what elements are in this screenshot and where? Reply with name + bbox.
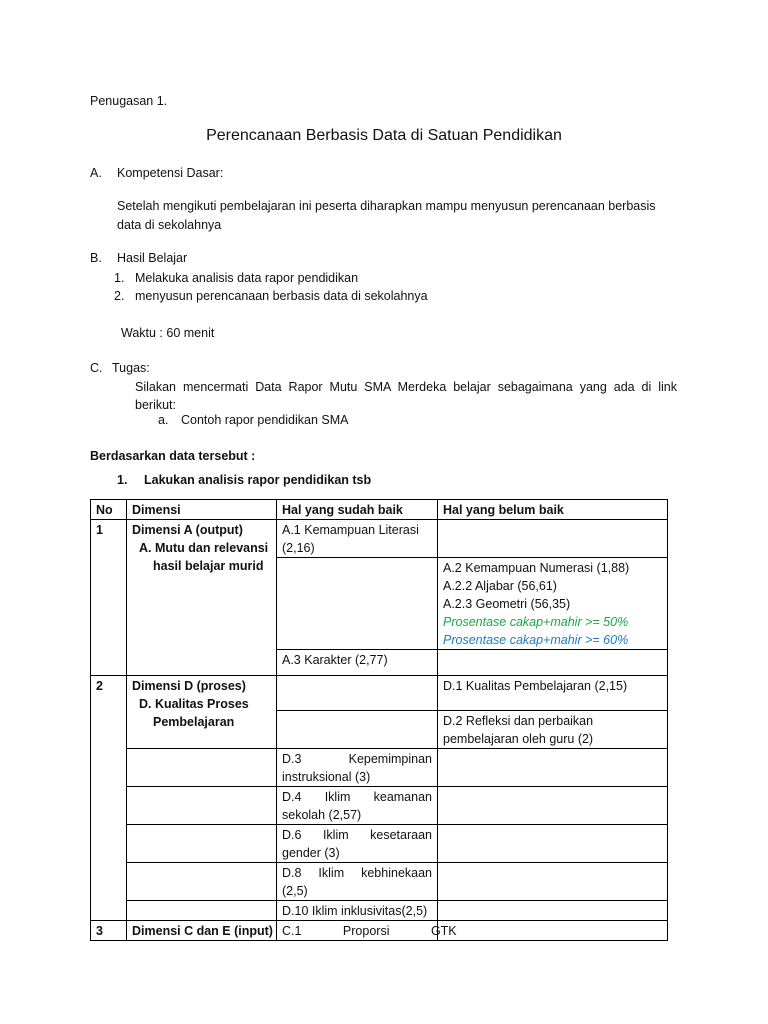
dimension-sub-line1: Mutu dan relevansi [154, 541, 269, 555]
section-a-body-line2: data di sekolahnya [117, 218, 222, 232]
dimension-sub-line2: Pembelajaran [153, 715, 235, 729]
empty-cell [127, 825, 277, 863]
section-a-marker: A. [90, 166, 102, 180]
row-number: 3 [91, 921, 127, 941]
empty-cell [438, 863, 668, 901]
assignment-label: Penugasan 1. [90, 94, 168, 108]
based-on-heading: Berdasarkan data tersebut : [90, 449, 256, 463]
empty-cell [277, 711, 438, 749]
header-dimensi: Dimensi [127, 500, 277, 520]
good-cell: C.1 Proporsi GTK [277, 921, 438, 941]
not-good-cell [438, 558, 668, 650]
dimension-title: Dimensi D (proses) [132, 679, 246, 693]
rapor-analysis-table [90, 499, 668, 941]
empty-cell [438, 921, 668, 941]
good-cell: A.1 Kemampuan Literasi (2,16) [277, 520, 438, 558]
step-number: 1. [117, 473, 128, 487]
dimension-sub-marker: D. [138, 697, 152, 711]
time-allocation: Waktu : 60 menit [121, 326, 215, 340]
header-not-good: Hal yang belum baik [438, 500, 668, 520]
empty-cell [438, 787, 668, 825]
dimension-sub-line1: Kualitas Proses [154, 697, 249, 711]
empty-cell [438, 825, 668, 863]
table-row [91, 863, 668, 901]
empty-cell [127, 901, 277, 921]
table-row [91, 921, 668, 941]
step-text: Lakukan analisis rapor pendidikan tsb [144, 473, 372, 487]
table-row [91, 749, 668, 787]
empty-cell [127, 787, 277, 825]
list-item: Melakuka analisis data rapor pendidikan [135, 271, 359, 285]
good-cell: D.10 Iklim inklusivitas(2,5) [277, 901, 438, 921]
empty-cell [127, 749, 277, 787]
list-marker: a. [158, 413, 169, 427]
header-no: No [91, 500, 127, 520]
dimension-cell [127, 676, 277, 749]
section-b-heading: Hasil Belajar [117, 251, 188, 265]
table-row [91, 676, 668, 711]
not-good-cell: D.1 Kualitas Pembelajaran (2,15) [438, 676, 668, 711]
list-number: 2. [114, 289, 125, 303]
table-row [91, 520, 668, 558]
document-title: Perencanaan Berbasis Data di Satuan Pendidikan [206, 127, 562, 144]
empty-cell [438, 901, 668, 921]
dimension-title: Dimensi A (output) [132, 523, 243, 537]
good-cell: D.4 Iklim keamanan sekolah (2,57) [277, 787, 438, 825]
good-cell: D.8 Iklim kebhinekaan (2,5) [277, 863, 438, 901]
list-item: menyusun perencanaan berbasis data di sekolahnya [135, 289, 428, 303]
table-row [91, 901, 668, 921]
section-c-body: Silakan mencermati Data Rapor Mutu SMA Merdeka belajar sebagaimana yang ada di link berikut: [135, 380, 677, 412]
section-c-marker: C. [90, 361, 103, 375]
example-report-link-text: Contoh rapor pendidikan SMA [181, 413, 349, 427]
row-number: 1 [91, 520, 127, 676]
good-cell: D.6 Iklim kesetaraan gender (3) [277, 825, 438, 863]
dimension-sub-marker: A. [138, 541, 152, 555]
numeracy-item: A.2 Kemampuan Numerasi (1,88) [443, 561, 630, 575]
row-number: 2 [91, 676, 127, 921]
good-cell: A.3 Karakter (2,77) [277, 650, 438, 676]
table-header-row [91, 500, 668, 520]
not-good-cell: D.2 Refleksi dan perbaikan pembelajaran oleh guru (2) [438, 711, 668, 749]
header-good: Hal yang sudah baik [277, 500, 438, 520]
note-blue: Prosentase cakap+mahir >= 60% [443, 633, 629, 647]
list-number: 1. [114, 271, 125, 285]
empty-cell [127, 863, 277, 901]
section-a-heading: Kompetensi Dasar: [117, 166, 224, 180]
algebra-item: A.2.2 Aljabar (56,61) [443, 579, 557, 593]
table-row [91, 825, 668, 863]
empty-cell [438, 749, 668, 787]
dimension-title: Dimensi C dan E (input) [127, 921, 277, 941]
geometry-item: A.2.3 Geometri (56,35) [443, 597, 571, 611]
empty-cell [277, 676, 438, 711]
empty-cell [438, 650, 668, 676]
empty-cell [438, 520, 668, 558]
note-green: Prosentase cakap+mahir >= 50% [443, 615, 629, 629]
good-cell: D.3 Kepemimpinan instruksional (3) [277, 749, 438, 787]
section-a-body-line1: Setelah mengikuti pembelajaran ini peserta diharapkan mampu menyusun perencanaan berbasis [117, 199, 656, 213]
empty-cell [277, 558, 438, 650]
table-row [91, 787, 668, 825]
dimension-sub-line2: hasil belajar murid [153, 559, 264, 573]
section-c-heading: Tugas: [112, 361, 150, 375]
section-b-marker: B. [90, 251, 102, 265]
dimension-cell [127, 520, 277, 676]
